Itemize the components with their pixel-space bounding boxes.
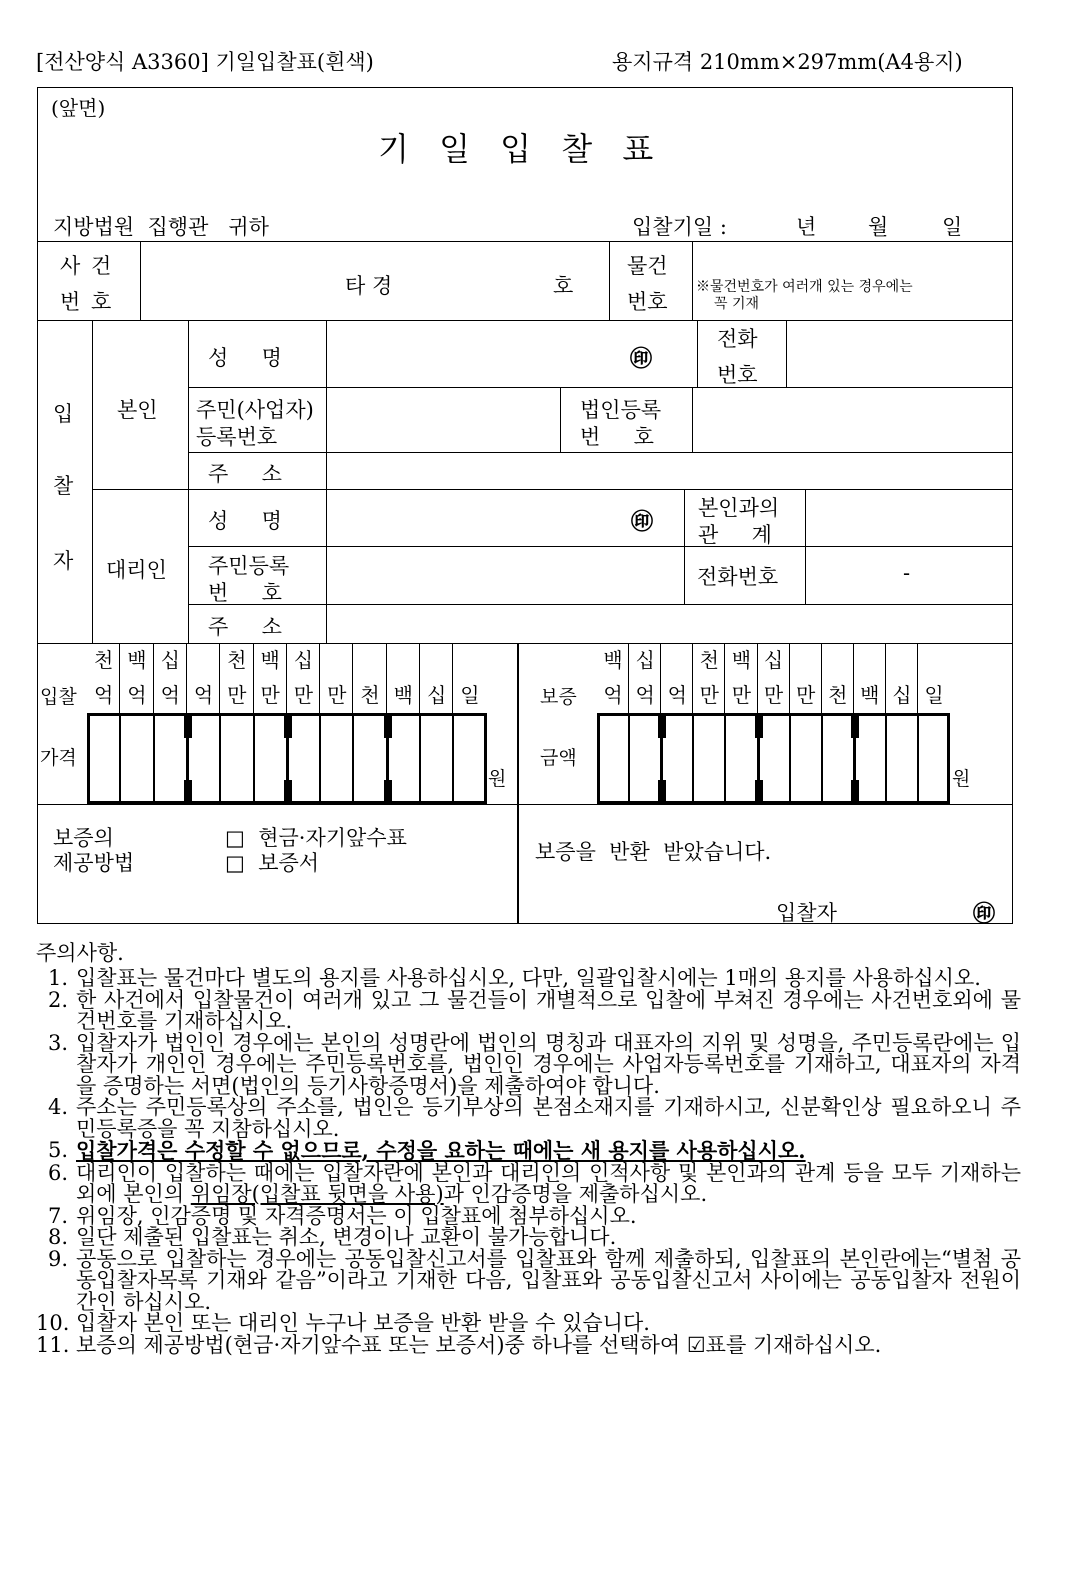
bidder-sign-label: 입찰자 (776, 901, 837, 925)
method-label-1: 보증의 (53, 826, 114, 850)
principal-name-label: 성 명 (208, 346, 282, 370)
corp-reg-label-1: 법인등록 (580, 398, 662, 422)
grid-divider (660, 643, 661, 713)
digit-input[interactable] (187, 715, 220, 802)
grid-divider (253, 643, 254, 713)
digit-input[interactable] (353, 715, 386, 802)
digit-input[interactable] (254, 715, 287, 802)
unit-bottom: 만 (327, 683, 347, 707)
unit-top: 십 (635, 648, 655, 672)
digit-input[interactable] (629, 715, 661, 802)
bid-date-year: 년 (796, 215, 817, 239)
note-item: 4. 주소는 주민등록상의 주소를, 법인은 등기부상의 본점소재지를 기재하시고, 신분확인상 필요하오니 주민등록증을 꼭 지참하십시오. (48, 1095, 1021, 1141)
digit-input[interactable] (87, 715, 120, 802)
grid-divider (186, 643, 187, 713)
rrn-biz-label-1: 주민(사업자) (196, 398, 314, 422)
unit-top: 백 (731, 648, 752, 672)
digit-input[interactable] (822, 715, 854, 802)
note-item: 11. 보증의 제공방법(현금·자기앞수표 또는 보증서)중 하나를 선택하여 ☑표를 기재하십시오. (36, 1332, 882, 1357)
bid-date-day: 일 (942, 215, 963, 239)
digit-input[interactable] (220, 715, 253, 802)
unit-bottom: 억 (603, 683, 623, 707)
unit-bottom: 억 (93, 683, 114, 707)
unit-top: 백 (260, 648, 280, 672)
grid-divider (789, 643, 790, 713)
note-item: 10. 입찰자 본인 또는 대리인 누구나 보증을 반환 받을 수 있습니다. (36, 1311, 650, 1335)
unit-bottom: 만 (699, 683, 719, 707)
digit-input[interactable] (918, 715, 950, 802)
case-label-2: 번 호 (60, 290, 114, 314)
grid-divider (386, 643, 387, 713)
digit-input[interactable] (758, 715, 790, 802)
rrn-label-2: 번 호 (208, 581, 282, 605)
grid-divider (724, 643, 725, 713)
bid-date-month: 월 (868, 215, 889, 239)
note-item: 3. 입찰자가 법인인 경우에는 본인의 성명란에 법인의 명칭과 대표자의 지위 및 성명을, 주민등록란에는 입찰자가 개인인 경우에는 주민등록번호를, 법인인 경우에는 사업자등록번호를 기재하고, 대표자의 자격을 증명하는 서면(법인의 등기사항증명서)을 제출하여야 합니다. (48, 1030, 1021, 1098)
unit-bottom: 일 (924, 683, 944, 707)
case-suffix: 호 (553, 274, 574, 298)
digit-input[interactable] (387, 715, 420, 802)
agent-name-label: 성 명 (208, 509, 282, 533)
bidder-label-1: 입 (53, 402, 74, 426)
unit-bottom: 만 (795, 683, 816, 707)
note-item: 8. 일단 제출된 입찰표는 취소, 변경이나 교환이 불가능합니다. (48, 1225, 617, 1249)
unit-top: 천 (227, 648, 247, 672)
agent-label: 대리인 (106, 558, 167, 582)
unit-bottom: 억 (160, 683, 180, 707)
agent-phone-label: 전화번호 (697, 565, 779, 589)
principal-address-label: 주 소 (208, 462, 282, 486)
relation-label-1: 본인과의 (698, 496, 780, 520)
unit-bottom: 천 (828, 683, 848, 707)
case-type: 타 경 (345, 274, 393, 298)
grid-divider (692, 643, 693, 713)
option-bond[interactable]: □ 보증서 (225, 851, 320, 875)
grid-divider (219, 643, 220, 713)
unit-top: 백 (603, 648, 623, 672)
grid-divider (286, 643, 287, 713)
deposit-won: 원 (952, 768, 971, 790)
phone-label-1: 전화 (717, 327, 758, 351)
unit-bottom: 억 (635, 683, 655, 707)
form-title: 기 일 입 찰 표 (378, 130, 660, 168)
bidder-sign-seal: ㊞ (973, 901, 996, 927)
grid-divider (352, 643, 353, 713)
digit-input[interactable] (693, 715, 725, 802)
unit-bottom: 백 (860, 683, 880, 707)
grid-divider (319, 643, 320, 713)
bidder-label-3: 자 (53, 549, 74, 573)
unit-bottom: 십 (892, 683, 912, 707)
agent-address-label: 주 소 (208, 615, 282, 639)
option-cash[interactable]: □ 현금·자기앞수표 (225, 826, 407, 850)
unit-bottom: 백 (393, 683, 413, 707)
digit-input[interactable] (120, 715, 153, 802)
grid-divider (853, 643, 854, 713)
method-label-2: 제공방법 (53, 851, 135, 875)
digit-input[interactable] (790, 715, 822, 802)
unit-bottom: 만 (227, 683, 247, 707)
unit-bottom: 만 (260, 683, 280, 707)
case-label-1: 사 건 (60, 254, 114, 278)
unit-bottom: 만 (293, 683, 314, 707)
digit-input[interactable] (725, 715, 757, 802)
relation-label-2: 관 계 (698, 523, 772, 547)
deposit-label-1: 보증 (540, 686, 577, 708)
unit-top: 십 (293, 648, 314, 672)
grid-divider (153, 643, 154, 713)
note-item: 7. 위임장, 인감증명 및 자격증명서는 이 입찰표에 첨부하십시오. (48, 1203, 637, 1228)
principal-seal: ㊞ (630, 346, 653, 372)
bidder-label-2: 찰 (53, 474, 74, 498)
unit-bottom: 일 (460, 683, 480, 707)
unit-bottom: 천 (360, 683, 380, 707)
grid-divider (885, 643, 886, 713)
deposit-grid[interactable] (597, 643, 950, 804)
digit-input[interactable] (854, 715, 886, 802)
digit-input[interactable] (886, 715, 918, 802)
unit-top: 천 (93, 648, 114, 672)
bid-price-label-1: 입찰 (40, 686, 77, 708)
unit-bottom: 억 (667, 683, 687, 707)
item-no-label-1: 물건 (627, 254, 668, 278)
paper-size: 용지규격 210mm×297mm(A4용지) (612, 50, 963, 74)
unit-bottom: 억 (193, 683, 214, 707)
grid-divider (452, 643, 453, 713)
grid-divider (757, 643, 758, 713)
note-item-emphasis: 5. 입찰가격은 수정할 수 없으므로, 수정을 요하는 때에는 새 용지를 사용하십시오. (48, 1138, 806, 1163)
notes-list (36, 968, 1021, 1356)
bid-price-label-2: 가격 (40, 747, 77, 769)
grid-divider (821, 643, 822, 713)
unit-top: 천 (699, 648, 719, 672)
digit-input[interactable] (420, 715, 453, 802)
digit-input[interactable] (453, 715, 486, 802)
form-id: [전산양식 A3360] 기일입찰표(흰색) (36, 50, 374, 74)
note-item: 6. 대리인이 입찰하는 때에는 입찰자란에 본인과 대리인의 인적사항 및 본인과의 관계 등을 모두 기재하는 외에 본인의 위임장(입찰표 뒷면을 사용)과 인감증명을 제출하십시오. (48, 1160, 1021, 1206)
item-no-note-1: ※물건번호가 여러개 있는 경우에는 (696, 279, 913, 295)
agent-phone-value: - (903, 561, 911, 585)
addressee: 지방법원 집행관 귀하 (53, 215, 269, 239)
bid-won: 원 (488, 768, 507, 790)
item-no-note-2: 꼭 기재 (714, 296, 760, 312)
grid-divider (917, 643, 918, 713)
unit-bottom: 만 (731, 683, 752, 707)
item-no-label-2: 번호 (627, 290, 668, 314)
phone-label-2: 번호 (717, 363, 758, 387)
note-item: 9. 공동으로 입찰하는 경우에는 공동입찰신고서를 입찰표와 함께 제출하되, 입찰표의 본인란에는“별첨 공동입찰자목록 기재와 같음”이라고 기재한 다음, 입찰표와 공동입찰신고서 사이에는 공동입찰자 전원이 간인 하십시오. (48, 1246, 1021, 1314)
digit-input[interactable] (287, 715, 320, 802)
corp-reg-label-2: 번 호 (580, 425, 654, 449)
rrn-label-1: 주민등록 (208, 554, 290, 578)
digit-input[interactable] (154, 715, 187, 802)
unit-top: 백 (127, 648, 147, 672)
bid-date-label: 입찰기일 : (632, 215, 727, 239)
returned-text: 보증을 반환 받았습니다. (535, 840, 772, 864)
digit-input[interactable] (320, 715, 353, 802)
note-item: 1. 입찰표는 물건마다 별도의 용지를 사용하십시오, 다만, 일괄입찰시에는 1매의 용지를 사용하십시오. (48, 966, 981, 990)
unit-bottom: 만 (763, 683, 784, 707)
digit-input[interactable] (597, 715, 629, 802)
rrn-biz-label-2: 등록번호 (196, 425, 278, 449)
deposit-label-2: 금액 (540, 747, 577, 769)
note-item: 2. 한 사건에서 입찰물건이 여러개 있고 그 물건들이 개별적으로 입찰에 부쳐진 경우에는 사건번호외에 물건번호를 기재하십시오. (48, 987, 1021, 1033)
notes-heading: 주의사항. (36, 941, 124, 965)
agent-seal: ㊞ (631, 509, 654, 535)
grid-divider (628, 643, 629, 713)
principal-label: 본인 (117, 398, 158, 422)
side-label: (앞면) (51, 96, 106, 120)
grid-divider (119, 643, 120, 713)
digit-input[interactable] (661, 715, 693, 802)
unit-top: 십 (763, 648, 784, 672)
unit-top: 십 (160, 648, 180, 672)
bid-price-grid[interactable] (87, 643, 487, 804)
grid-divider (419, 643, 420, 713)
unit-bottom: 억 (127, 683, 147, 707)
unit-bottom: 십 (426, 683, 447, 707)
